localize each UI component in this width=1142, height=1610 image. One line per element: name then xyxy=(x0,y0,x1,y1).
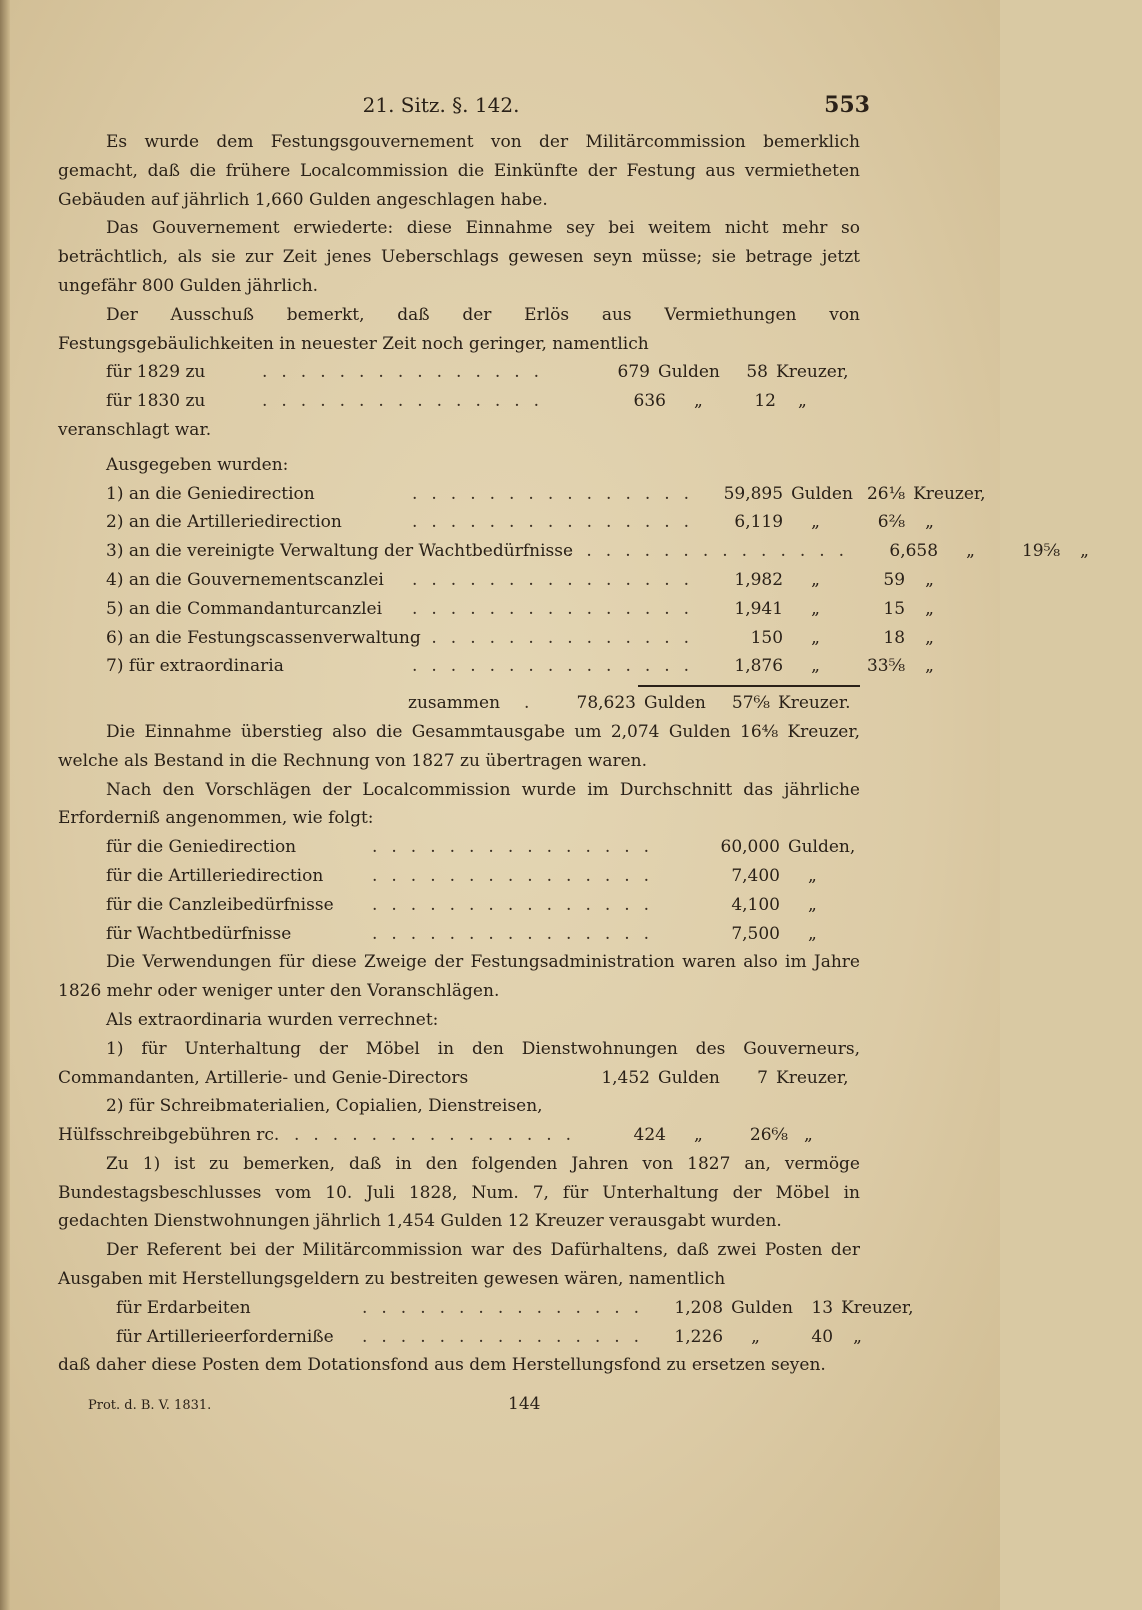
total-gulden: 78,623 xyxy=(576,693,636,714)
expense-row xyxy=(58,566,934,595)
kreuzer-unit: Kreuzer, xyxy=(841,1297,914,1318)
gulden-value: 1,226 xyxy=(674,1326,724,1347)
page-header xyxy=(58,92,870,128)
gulden-unit: „ xyxy=(966,541,975,562)
kreuzer-unit: „ xyxy=(804,1125,813,1146)
kreuzer-value: 33⅝ xyxy=(866,656,906,677)
paragraph-2: Das Gouvernement erwiederte: diese Einnahme sey bei weitem nicht mehr so beträchtlich, als sie zur Zeit jenes Ueberschlags gewesen seyn müsse; sie betrage jetzt ungefähr 800 Gulden jährlich. xyxy=(58,218,860,296)
gulden-unit: „ xyxy=(811,512,820,533)
rent-row-1830 xyxy=(58,387,860,416)
gulden-value: 4,100 xyxy=(731,894,780,915)
kreuzer-unit: „ xyxy=(798,391,807,412)
kreuzer-value: 26⅛ xyxy=(866,483,906,504)
extra-item-1 xyxy=(58,1035,860,1093)
gulden-unit: Gulden xyxy=(658,1067,720,1088)
kreuzer-unit: „ xyxy=(925,656,934,677)
gulden-value: 679 xyxy=(617,362,650,383)
gulden-unit: „ xyxy=(811,569,820,590)
leader-dots: ............... xyxy=(412,483,704,504)
leader-dots: ............... xyxy=(412,598,704,619)
leader-dots: ............... xyxy=(412,656,704,677)
gulden-value: 1,941 xyxy=(734,598,784,619)
paragraph-3: Der Ausschuß bemerkt, daß der Erlös aus Vermiethungen von Festungsgebäulichkeiten in neuester Zeit noch geringer, namentlich xyxy=(58,304,860,354)
kreuzer-unit: Kreuzer. xyxy=(778,693,851,714)
row-label: für Erdarbeiten xyxy=(116,1297,251,1318)
gulden-unit: „ xyxy=(751,1326,760,1347)
post-row xyxy=(58,1323,860,1352)
requirement-row xyxy=(58,833,860,862)
row-label: 2) an die Artilleriedirection xyxy=(106,512,342,533)
gulden-unit: „ xyxy=(694,391,703,412)
row-label: Hülfsschreibgebühren rc. xyxy=(58,1125,280,1146)
row-label: für die Artilleriedirection xyxy=(106,865,324,886)
kreuzer-value: 7 xyxy=(757,1067,768,1088)
gulden-unit: „ xyxy=(811,627,820,648)
gulden-unit: „ xyxy=(811,656,820,677)
row-label: 7) für extraordinaria xyxy=(106,656,284,677)
kreuzer-value: 40 xyxy=(811,1326,834,1347)
page-number: 553 xyxy=(824,92,870,118)
kreuzer-unit: „ xyxy=(925,598,934,619)
expense-row xyxy=(58,652,934,681)
gulden-value: 424 xyxy=(633,1125,666,1146)
kreuzer-unit: Kreuzer, xyxy=(913,483,986,504)
kreuzer-value: 6²⁄₈ xyxy=(877,512,906,533)
leader-dots: ............... xyxy=(412,627,704,648)
row-label: für Wachtbedürfnisse xyxy=(106,923,292,944)
running-title: 21. Sitz. §. 142. xyxy=(362,93,520,117)
kreuzer-value: 26⁶⁄₈ xyxy=(749,1125,788,1146)
kreuzer-value: 15 xyxy=(883,598,906,619)
requirement-list xyxy=(58,833,860,948)
footer-folio: 144 xyxy=(508,1394,541,1415)
gulden-value: 1,452 xyxy=(601,1067,650,1088)
gulden-unit: „ xyxy=(811,598,820,619)
row-label: für die Canzleibedürfnisse xyxy=(106,894,334,915)
kreuzer-unit: „ xyxy=(925,569,934,590)
kreuzer-unit: Kreuzer, xyxy=(776,1067,849,1088)
leader-dots: ............... xyxy=(567,541,859,562)
expense-row xyxy=(58,624,934,653)
leader-dots: . xyxy=(524,693,544,714)
gulden-unit: Gulden xyxy=(731,1297,793,1318)
paragraph-3-end: veranschlagt war. xyxy=(58,419,212,440)
kreuzer-unit: Kreuzer, xyxy=(776,362,849,383)
leader-dots: ............... xyxy=(372,923,664,944)
row-label: 1) an die Geniedirection xyxy=(106,483,315,504)
kreuzer-value: 12 xyxy=(754,391,776,412)
gulden-unit: Gulden xyxy=(658,362,720,383)
paragraph-1: Es wurde dem Festungsgouvernement von der Militärcommission bemerklich gemacht, daß die frühere Localcommission die Einkünfte der Festung aus vermietheten Gebäuden auf jährlich 1,660 Gulden angeschlagen habe. xyxy=(58,132,860,210)
row-label: 5) an die Commandanturcanzlei xyxy=(106,598,383,619)
leader-dots: ............... xyxy=(262,362,554,383)
post-row xyxy=(58,1294,914,1323)
leader-dots: ............... xyxy=(412,512,704,533)
paragraph-7: Die Verwendungen für diese Zweige der Festungsadministration waren also im Jahre 1826 mehr oder weniger unter den Voranschlägen. xyxy=(58,952,860,1002)
gulden-value: 60,000 xyxy=(720,837,780,858)
paragraph-9: Zu 1) ist zu bemerken, daß in den folgenden Jahren von 1827 an, vermöge Bundestagsbeschlusses vom 10. Juli 1828, Num. 7, für Unterhaltung der Möbel in gedachten Dienstwohnungen jährlich 1,454 Gulden 12 Kreuzer verausgabt wurden. xyxy=(58,1153,860,1232)
row-label: für Artillerieerforderniße xyxy=(116,1326,334,1347)
leader-dots: ............... xyxy=(362,1326,654,1347)
leader-dots: ............... xyxy=(262,391,554,412)
total-kreuzer: 57⁶⁄₈ xyxy=(731,693,770,714)
row-label: 3) an die vereinigte Verwaltung der Wachtbedürfnisse xyxy=(106,541,574,562)
row-label: für 1830 zu xyxy=(106,391,206,412)
kreuzer-unit: „ xyxy=(853,1326,862,1347)
requirement-row xyxy=(58,891,860,920)
kreuzer-value: 59 xyxy=(883,569,906,590)
paragraph-5: Die Einnahme überstieg also die Gesammtausgabe um 2,074 Gulden 16⁴⁄₈ Kreuzer, welche als Bestand in die Rechnung von 1827 zu übertragen waren. xyxy=(58,721,860,771)
gulden-value: 7,400 xyxy=(731,865,780,886)
kreuzer-value: 19⅝ xyxy=(1021,541,1061,562)
gulden-value: 7,500 xyxy=(731,923,780,944)
extra-item-2-line: 2) für Schreibmaterialien, Copialien, Dienstreisen, xyxy=(106,1096,543,1117)
total-row xyxy=(408,689,860,718)
gulden-unit: „ xyxy=(808,865,817,886)
page-footer xyxy=(58,1390,860,1421)
gulden-value: 1,208 xyxy=(674,1297,724,1318)
gulden-unit: Gulden xyxy=(644,693,706,714)
gulden-value: 59,895 xyxy=(723,483,784,504)
paragraph-6: Nach den Vorschlägen der Localcommission wurde im Durchschnitt das jährliche Erforderniß angenommen, wie folgt: xyxy=(58,779,860,829)
leader-dots: ............... xyxy=(372,894,664,915)
gulden-unit: „ xyxy=(694,1125,703,1146)
gulden-value: 6,658 xyxy=(889,541,939,562)
kreuzer-value: 58 xyxy=(746,362,768,383)
post-list xyxy=(58,1294,914,1352)
kreuzer-value: 18 xyxy=(883,627,906,648)
leader-dots: ............... xyxy=(362,1297,654,1318)
leader-dots: ............... xyxy=(372,837,664,858)
paragraph-8: Als extraordinaria wurden verrechnet: xyxy=(106,1009,439,1030)
expense-row xyxy=(58,537,1089,566)
kreuzer-unit: „ xyxy=(1080,541,1089,562)
paragraph-10-end: daß daher diese Posten dem Dotationsfond aus dem Herstellungsfond zu ersetzen seyen. xyxy=(58,1355,826,1376)
leader-dots: ............... xyxy=(294,1125,586,1146)
kreuzer-unit: „ xyxy=(925,512,934,533)
expense-row xyxy=(58,595,934,624)
gulden-value: 1,876 xyxy=(734,656,784,677)
paragraph-10: Der Referent bei der Militärcommission war des Dafürhaltens, daß zwei Posten der Ausgaben mit Herstellungsgeldern zu bestreiten gewesen wären, namentlich xyxy=(58,1240,860,1290)
extra-1-text: 1) für Unterhaltung der Möbel in den Dienstwohnungen des Gouverneurs, Commandanten, Artillerie- und Genie-Directors xyxy=(58,1038,860,1088)
gulden-value: 1,982 xyxy=(734,569,784,590)
gulden-unit: Gulden, xyxy=(788,837,856,858)
row-label: 6) an die Festungscassenverwaltung xyxy=(106,627,421,648)
leader-dots: ............... xyxy=(372,865,664,886)
kreuzer-unit: „ xyxy=(925,627,934,648)
extra-2-amount xyxy=(58,1121,860,1150)
total-label: zusammen xyxy=(408,693,501,714)
kreuzer-value: 13 xyxy=(811,1297,834,1318)
paragraph-4: Ausgegeben wurden: xyxy=(106,454,289,475)
leader-dots: ............... xyxy=(412,569,704,590)
gulden-value: 636 xyxy=(633,391,666,412)
row-label: für 1829 zu xyxy=(106,362,206,383)
footer-signature: Prot. d. B. V. 1831. xyxy=(88,1398,212,1414)
gulden-value: 6,119 xyxy=(734,512,784,533)
row-label: für die Geniedirection xyxy=(106,837,297,858)
requirement-row xyxy=(58,920,860,949)
expense-row xyxy=(58,508,934,537)
gulden-unit: „ xyxy=(808,894,817,915)
requirement-row xyxy=(58,862,860,891)
gulden-unit: Gulden xyxy=(791,483,853,504)
row-label: 4) an die Gouvernementscanzlei xyxy=(106,569,384,590)
rent-row-1829 xyxy=(58,358,860,387)
gulden-unit: „ xyxy=(808,923,817,944)
expense-row xyxy=(58,480,986,509)
gulden-value: 150 xyxy=(750,627,784,648)
expense-list xyxy=(58,480,1089,682)
